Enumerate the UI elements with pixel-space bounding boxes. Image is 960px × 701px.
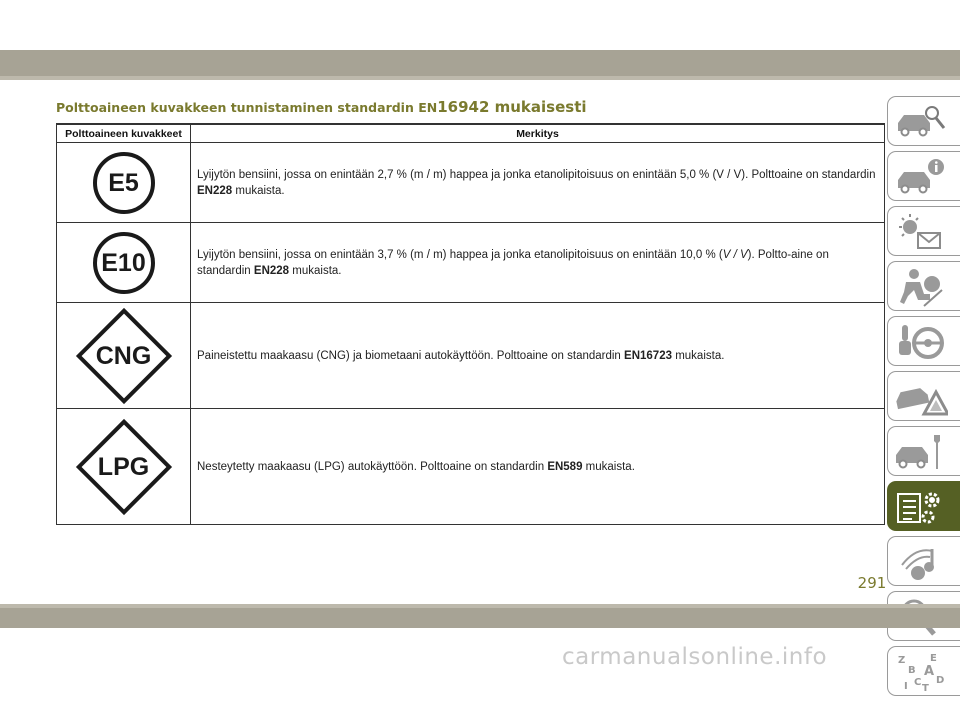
- tab-servicing-maintenance[interactable]: [887, 426, 960, 476]
- page-number: 291: [857, 574, 887, 592]
- tab-safety[interactable]: [887, 261, 960, 311]
- svg-text:B: B: [908, 665, 916, 676]
- table-row: [57, 143, 885, 223]
- specs-gear-icon: [894, 486, 948, 528]
- tab-getting-to-know-vehicle[interactable]: [887, 96, 960, 146]
- bottom-band: [0, 608, 960, 628]
- symbol-cell: [57, 303, 191, 409]
- tab-index[interactable]: [887, 646, 960, 696]
- tab-starting-operating[interactable]: [887, 316, 960, 366]
- cng-fuel-icon: CNG: [75, 307, 173, 405]
- key-steering-wheel-icon: [894, 321, 948, 363]
- seat-airbag-icon: [894, 266, 948, 308]
- svg-text:D: D: [936, 675, 945, 686]
- car-wrench-icon: [894, 431, 948, 473]
- header-fuel-symbols: Polttoaineen kuvakkeet: [57, 124, 191, 143]
- car-info-icon: [894, 156, 948, 198]
- section-title: Polttoaineen kuvakkeen tunnistaminen standardin EN16942 mukaisesti: [56, 98, 587, 116]
- symbol-cell: [57, 223, 191, 303]
- table-row: [57, 223, 885, 303]
- table-row: [57, 409, 885, 525]
- svg-text:Z: Z: [898, 655, 906, 666]
- svg-text:I: I: [904, 681, 908, 692]
- tab-dashboard[interactable]: [887, 151, 960, 201]
- e10-fuel-icon: E10: [93, 232, 155, 294]
- tab-multimedia[interactable]: [887, 536, 960, 586]
- table-header-row: [57, 124, 885, 143]
- index-letters-icon: [894, 651, 948, 693]
- meaning-cell: Lyijytön bensiini, jossa on enintään 3,7 % (m / m) happea ja jonka etanolipitoisuus on enintään 10,0 % (V / V). Poltto-aine on standardin EN228 mukaista.: [191, 223, 885, 303]
- meaning-cell: Paineistettu maakaasu (CNG) ja biometaani autokäyttöön. Polttoaine on standardin EN16723 mukaista.: [191, 303, 885, 409]
- symbol-cell: [57, 409, 191, 525]
- table-row: [57, 303, 885, 409]
- multimedia-icon: [894, 541, 948, 583]
- fuel-symbols-table: [56, 123, 885, 525]
- watermark: carmanualsonline.info: [562, 644, 828, 670]
- svg-text:C: C: [914, 677, 922, 688]
- car-warning-triangle-icon: [894, 376, 948, 418]
- tab-technical-specifications[interactable]: [887, 481, 960, 531]
- tab-in-case-of-emergency[interactable]: [887, 371, 960, 421]
- lpg-fuel-icon: LPG: [75, 418, 173, 516]
- top-band-line: [0, 76, 960, 80]
- header-meaning: Merkitys: [191, 124, 885, 143]
- svg-text:T: T: [922, 683, 929, 693]
- svg-text:E: E: [930, 653, 937, 664]
- warning-light-message-icon: [894, 211, 948, 253]
- standard-ref: EN228: [253, 264, 290, 277]
- symbol-cell: [57, 143, 191, 223]
- meaning-cell: Nesteytetty maakaasu (LPG) autokäyttöön. Polttoaine on standardin EN589 mukaista.: [191, 409, 885, 525]
- standard-ref: EN16723: [624, 349, 672, 362]
- tab-safety-warning-lights[interactable]: [887, 206, 960, 256]
- car-search-icon: [894, 101, 948, 143]
- e5-fuel-icon: E5: [93, 152, 155, 214]
- svg-text:A: A: [924, 664, 935, 679]
- top-band: [0, 50, 960, 76]
- standard-ref: EN589: [547, 460, 583, 473]
- standard-ref: EN228: [197, 184, 233, 197]
- meaning-cell: Lyijytön bensiini, jossa on enintään 2,7 % (m / m) happea ja jonka etanolipitoisuus on enintään 5,0 % (V / V). Polttoaine on standardin EN228 mukaista.: [191, 143, 885, 223]
